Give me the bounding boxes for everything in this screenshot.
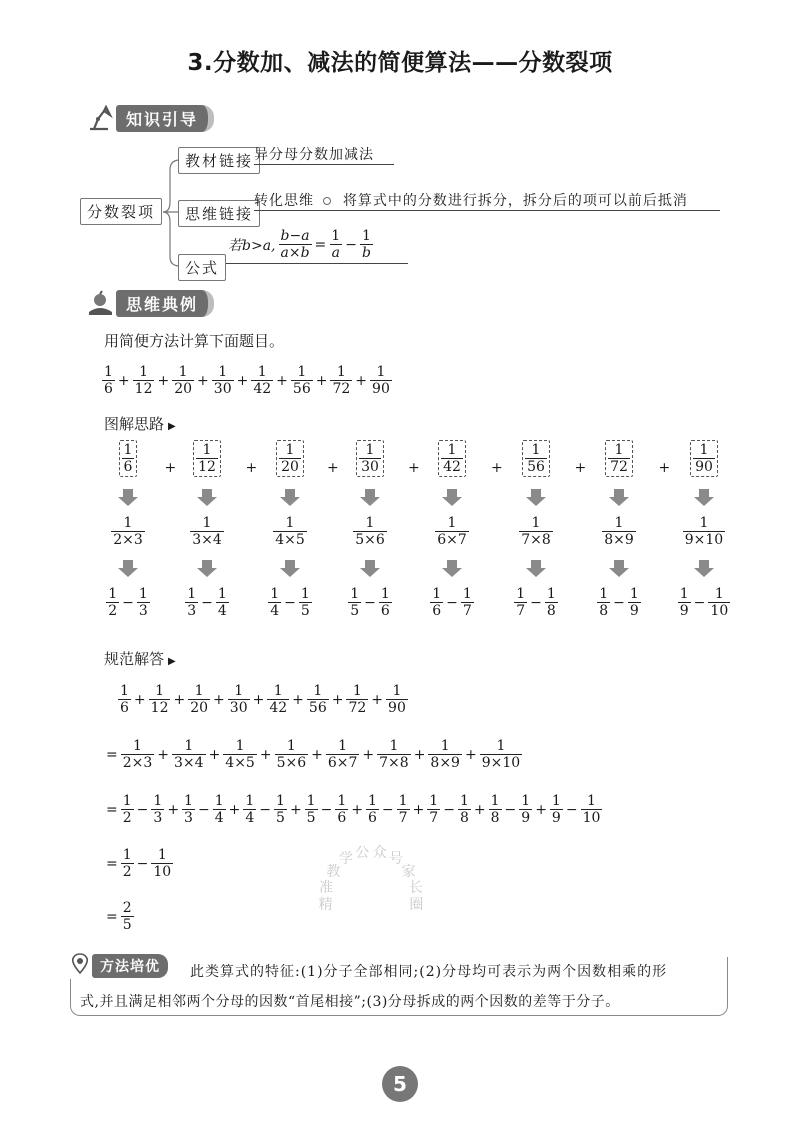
plus-sign: + [164, 460, 177, 476]
operator: + [236, 372, 249, 389]
solution-line-4: = $\frac{1}{2}$ − $\frac{1}{10}$ [106, 847, 172, 880]
down-arrow-icon [123, 489, 133, 497]
operator: + [157, 372, 170, 389]
fraction: $\frac{1}{9}$ [521, 793, 531, 826]
split-pair [347, 586, 393, 619]
answer-title: 规范解答 ▶ [104, 650, 176, 668]
fraction: $\frac{1}{10}$ [710, 586, 729, 619]
fraction: $\frac{1}{12}$ [134, 364, 153, 397]
solution-line-2 [104, 738, 523, 771]
operator: − [446, 594, 458, 611]
down-arrow-icon [285, 560, 295, 568]
operator: − [504, 801, 517, 818]
fraction: $\frac{1}{56}$ [308, 683, 327, 716]
operator: + [331, 691, 344, 708]
operator: − [284, 594, 296, 611]
fraction: $\frac{1}{3}$ [187, 586, 197, 619]
formula-fraction-2: $\frac{1}{b}$ [361, 228, 371, 261]
root-node: 分数裂项 [80, 198, 162, 225]
result-fraction: $\frac{2}{5}$ [122, 900, 132, 933]
down-arrow-icon [531, 560, 541, 568]
section-badge: 思维典例 [116, 290, 214, 317]
operator: − [530, 594, 542, 611]
down-arrow-icon [447, 489, 457, 497]
fraction: $\frac{1}{8}$ [546, 586, 556, 619]
fraction: $\frac{1}{3\times 4}$ [174, 738, 204, 771]
watermark-char: 长 [408, 879, 423, 896]
fraction: $\frac{1}{6}$ [120, 683, 129, 716]
watermark-char: 圈 [409, 897, 424, 914]
fraction: $\frac{1}{20}$ [190, 683, 209, 716]
fraction: $\frac{1}{42}$ [269, 683, 288, 716]
fraction: $\frac{1}{4\times 5}$ [225, 738, 255, 771]
down-arrow-icon [614, 560, 624, 568]
formula-fraction-lhs: $\frac{b-a}{a\times b}$ [280, 228, 310, 261]
apple-book-icon [86, 290, 116, 316]
formula: 若b>a, $\frac{b-a}{a\times b}$ = $\frac{1}{a}$ − $\frac{1}{b}$ [226, 228, 408, 264]
operator: + [412, 801, 425, 818]
fraction: $\frac{1}{3\times 4}$ [192, 515, 222, 548]
diagram-column [589, 440, 649, 619]
down-arrow-icon [365, 560, 375, 568]
fraction: $\frac{1}{8}$ [599, 586, 609, 619]
branch-textbook: 教材链接 [178, 147, 260, 174]
operator: = [106, 801, 118, 818]
question-text: 用简便方法计算下面题目。 [104, 332, 285, 350]
watermark-char: 教 [326, 863, 341, 880]
page-number: 5 [382, 1066, 418, 1102]
down-arrow-icon [699, 489, 709, 497]
fraction: $\frac{1}{4}$ [270, 586, 280, 619]
fraction: $\frac{1}{72}$ [332, 364, 351, 397]
down-arrow-icon [699, 560, 709, 568]
fraction: $\frac{1}{8}$ [490, 793, 500, 826]
formula-fraction-1: $\frac{1}{a}$ [331, 228, 341, 261]
fraction: $\frac{1}{42}$ [438, 440, 466, 477]
operator: + [133, 691, 146, 708]
fraction: $\frac{1}{7}$ [516, 586, 526, 619]
operator: − [565, 801, 578, 818]
fraction: $\frac{1}{30}$ [213, 364, 232, 397]
fraction: $\frac{1}{6}$ [337, 793, 347, 826]
fraction: $\frac{1}{72}$ [348, 683, 367, 716]
operator: + [208, 746, 221, 763]
operator: − [443, 801, 455, 818]
fraction: $\frac{1}{6}$ [119, 440, 138, 477]
section-badge: 知识引导 [116, 105, 214, 132]
operator: − [122, 594, 134, 611]
fraction: $\frac{1}{4}$ [245, 793, 255, 826]
diagram-column [177, 440, 237, 619]
branch-thinking-text: 转化思维 将算式中的分数进行拆分，拆分后的项可以前后抵消 [254, 190, 720, 211]
operator: + [167, 801, 180, 818]
fraction: $\frac{1}{6}$ [432, 586, 442, 619]
solution-line-3 [104, 793, 603, 826]
fraction: $\frac{1}{6}$ [104, 364, 113, 397]
watermark-char: 精 [318, 897, 333, 914]
mind-map [0, 92, 800, 292]
plus-sign: + [491, 460, 503, 476]
watermark-char: 公 [355, 844, 370, 861]
operator: + [117, 372, 130, 389]
fraction: $\frac{1}{2\times 3}$ [113, 515, 143, 548]
operator: = [106, 746, 118, 763]
solution-line-5: = $\frac{2}{5}$ [106, 900, 132, 933]
operator: + [213, 691, 225, 708]
plus-sign: + [245, 460, 258, 476]
fraction: $\frac{1}{56}$ [522, 440, 550, 477]
diagram-column [422, 440, 482, 619]
down-arrow-icon [202, 489, 212, 497]
fraction: $\frac{1}{20}$ [174, 364, 193, 397]
plus-sign: + [327, 460, 339, 476]
fraction: $\frac{1}{12}$ [150, 683, 169, 716]
branch-formula: 公式 [178, 254, 226, 281]
diagram-column [506, 440, 566, 619]
watermark-char: 家 [401, 863, 416, 880]
fraction: $\frac{1}{56}$ [292, 364, 311, 397]
split-pair [105, 586, 151, 619]
split-pair [429, 586, 475, 619]
operator: + [311, 746, 323, 763]
fraction: $\frac{1}{7}$ [429, 793, 439, 826]
fraction: $\frac{1}{4}$ [217, 586, 227, 619]
plus-sign: + [658, 460, 671, 476]
location-pin-icon [70, 953, 90, 979]
fraction: $\frac{1}{9\times 10}$ [481, 738, 521, 771]
operator: − [364, 594, 376, 611]
down-arrow-icon [614, 489, 624, 497]
operator: + [197, 372, 209, 389]
operator: − [197, 801, 210, 818]
operator: + [464, 746, 477, 763]
triangle-right-icon: ▶ [168, 421, 176, 432]
fraction: $\frac{1}{5}$ [300, 586, 310, 619]
operator: + [371, 691, 384, 708]
fraction: $\frac{1}{7\times 8}$ [521, 515, 551, 548]
down-arrow-icon [202, 560, 212, 568]
fraction: $\frac{1}{5\times 6}$ [355, 515, 385, 548]
fraction: $\frac{1}{5}$ [306, 793, 316, 826]
watermark-char: 号 [389, 851, 404, 868]
split-pair [184, 586, 230, 619]
fraction: $\frac{1}{8\times 9}$ [430, 738, 460, 771]
operator: + [473, 801, 486, 818]
diagram-column [340, 440, 400, 619]
tip-line-1: 此类算式的特征:(1)分子全部相同;(2)分母均可表示为两个因数相乘的形 [190, 964, 668, 980]
split-pair [677, 586, 731, 619]
branch-textbook-text: 异分母分数加减法 [254, 144, 394, 165]
fraction: $\frac{1}{8}$ [459, 793, 469, 826]
fraction: $\frac{1}{5}$ [350, 586, 360, 619]
operator: + [362, 746, 375, 763]
hint-title: 图解思路 ▶ [104, 415, 176, 433]
fraction: $\frac{1}{90}$ [388, 683, 406, 716]
operator: − [693, 594, 706, 611]
operator: + [292, 691, 304, 708]
fraction: $\frac{1}{90}$ [372, 364, 390, 397]
fraction: $\frac{1}{2\times 3}$ [122, 738, 153, 771]
fraction: $\frac{1}{4\times 5}$ [275, 515, 305, 548]
operator: + [351, 801, 363, 818]
fraction: $\frac{1}{3}$ [153, 793, 163, 826]
watermark-char: 学 [338, 851, 353, 868]
split-pair [596, 586, 642, 619]
fraction: $\frac{1}{9\times 10}$ [684, 515, 724, 548]
plus-sign: + [574, 460, 587, 476]
operator: + [355, 372, 368, 389]
fraction: $\frac{1}{6}$ [380, 586, 390, 619]
fraction: $\frac{1}{6\times 7}$ [437, 515, 467, 548]
fraction: $\frac{1}{7}$ [398, 793, 408, 826]
diagram-column [674, 440, 734, 619]
diagram-column [260, 440, 320, 619]
fraction: $\frac{1}{2}$ [122, 793, 132, 826]
tip-box [70, 953, 730, 1019]
watermark-char: 准 [319, 879, 334, 896]
down-arrow-icon [365, 489, 375, 497]
fraction: $\frac{1}{4}$ [214, 793, 224, 826]
connector-dot-icon [323, 197, 331, 205]
fraction: $\frac{1}{5}$ [276, 793, 285, 826]
problem-expression [101, 364, 393, 397]
page-title: 3.分数加、减法的简便算法——分数裂项 [187, 50, 613, 76]
operator: + [535, 801, 547, 818]
fraction: $\frac{1}{5\times 6}$ [276, 738, 307, 771]
operator: − [136, 801, 149, 818]
fraction: $\frac{1}{9}$ [551, 793, 561, 826]
fraction: $\frac{1}{2}$ [108, 586, 118, 619]
fraction: $\frac{1}{3}$ [184, 793, 193, 826]
diagram-column [98, 440, 158, 619]
operator: − [259, 801, 272, 818]
operator: + [413, 746, 426, 763]
operator: + [276, 372, 288, 389]
operator: + [289, 801, 302, 818]
tip-badge: 方法培优 [92, 954, 168, 978]
fraction: $\frac{1}{10}$ [153, 847, 172, 880]
fraction: $\frac{1}{90}$ [690, 440, 718, 477]
solution-line-1 [117, 683, 409, 716]
fraction: $\frac{1}{12}$ [193, 440, 221, 477]
watermark-char: 众 [372, 844, 387, 861]
down-arrow-icon [285, 489, 295, 497]
fraction: $\frac{1}{30}$ [356, 440, 384, 477]
branch-thinking: 思维链接 [178, 200, 260, 227]
split-pair [513, 586, 559, 619]
fraction: $\frac{1}{9}$ [629, 586, 639, 619]
down-arrow-icon [447, 560, 457, 568]
operator: + [228, 801, 241, 818]
fraction: $\frac{1}{10}$ [582, 793, 601, 826]
fraction: $\frac{1}{6}$ [367, 793, 377, 826]
operator: − [613, 594, 625, 611]
down-arrow-icon [123, 560, 133, 568]
fraction: $\frac{1}{30}$ [229, 683, 248, 716]
fraction: $\frac{1}{42}$ [253, 364, 272, 397]
plus-sign: + [408, 460, 420, 476]
section-header-example [86, 291, 214, 315]
operator: − [320, 801, 333, 818]
tip-header [70, 953, 172, 979]
split-diagram [0, 440, 800, 640]
fraction: $\frac{1}{7}$ [462, 586, 472, 619]
fraction: $\frac{1}{8\times 9}$ [604, 515, 634, 548]
operator: − [381, 801, 394, 818]
operator: + [315, 372, 328, 389]
operator: + [173, 691, 186, 708]
tip-line-2: 式,并且满足相邻两个分母的因数“首尾相接”;(3)分母拆成的两个因数的差等于分子。 [80, 994, 620, 1010]
fraction: $\frac{1}{2}$ [122, 847, 132, 880]
triangle-right-icon: ▶ [168, 656, 176, 667]
fraction: $\frac{1}{20}$ [276, 440, 304, 477]
fraction: $\frac{1}{72}$ [605, 440, 633, 477]
operator: − [201, 594, 213, 611]
fraction: $\frac{1}{7\times 8}$ [379, 738, 409, 771]
down-arrow-icon [531, 489, 541, 497]
operator: + [259, 746, 272, 763]
split-pair [267, 586, 313, 619]
fraction: $\frac{1}{6\times 7}$ [327, 738, 358, 771]
fraction: $\frac{1}{3}$ [138, 586, 148, 619]
operator: + [157, 746, 170, 763]
operator: + [252, 691, 265, 708]
watermark-stamp [296, 840, 446, 950]
fraction: $\frac{1}{9}$ [679, 586, 689, 619]
